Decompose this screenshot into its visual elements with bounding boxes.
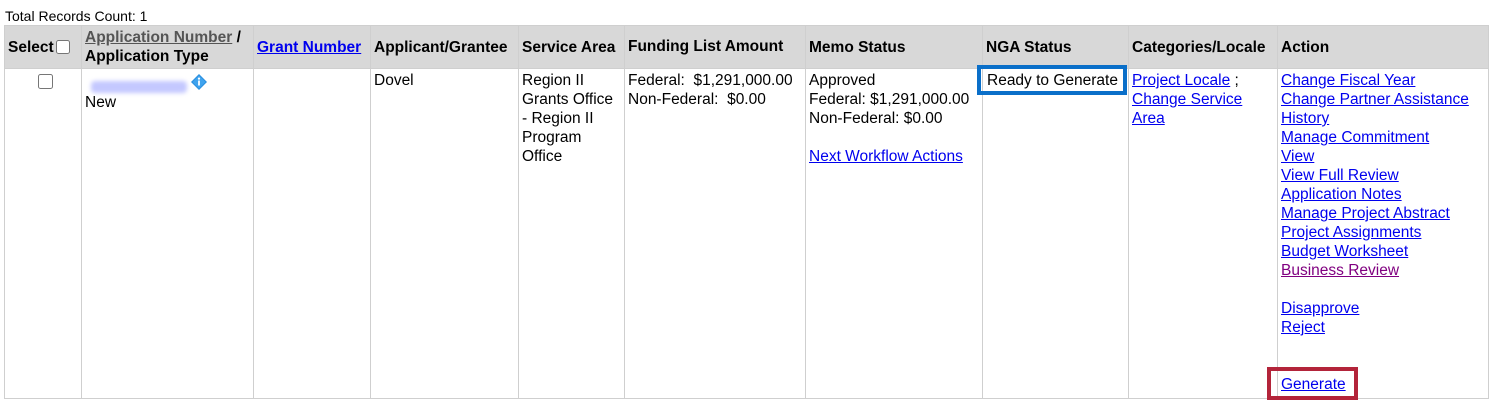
row-select-checkbox[interactable] <box>38 74 53 89</box>
col-application-number <box>82 26 254 69</box>
col-select <box>5 26 82 69</box>
project-locale-link[interactable]: Project Locale <box>1132 72 1231 89</box>
cell-funding <box>625 69 806 399</box>
categories-sep: ; <box>1230 72 1239 89</box>
cell-actions <box>1278 69 1489 399</box>
cell-select <box>5 69 82 399</box>
disapprove-link[interactable]: Disapprove <box>1281 300 1360 317</box>
cell-applicant <box>371 69 519 399</box>
project-assignments-link[interactable]: Project Assignments <box>1281 224 1422 241</box>
generate-link[interactable]: Generate <box>1281 376 1346 393</box>
sort-grant-number-link[interactable]: Grant Number <box>257 38 362 56</box>
funding-federal: Federal: $1,291,000.00 <box>628 72 793 89</box>
col-nga-status: NGA Status <box>983 26 1129 69</box>
application-notes-link[interactable]: Application Notes <box>1281 186 1402 203</box>
view-full-review-link[interactable]: View Full Review <box>1281 167 1399 184</box>
col-funding-list-amount: Funding List Amount <box>625 26 806 69</box>
memo-status: Approved <box>809 72 876 89</box>
service-area-text: Region II Grants Office - Region II Program Office <box>522 72 614 165</box>
change-partner-assistance-link[interactable]: Change Partner Assistance <box>1281 91 1469 108</box>
info-icon[interactable] <box>191 74 207 90</box>
col-applicant: Applicant/Grantee <box>371 26 519 69</box>
applications-table <box>4 25 1489 399</box>
view-link[interactable]: View <box>1281 148 1315 165</box>
cell-grant-number <box>254 69 371 399</box>
col-application-type-label: Application Type <box>85 48 209 65</box>
application-number-link[interactable] <box>85 75 187 92</box>
redacted-application-number <box>91 81 187 93</box>
cell-service-area <box>519 69 625 399</box>
applicant-name: Dovel <box>374 72 414 89</box>
col-app-sep: / <box>232 29 241 46</box>
sort-application-number-link[interactable]: Application Number <box>85 29 233 46</box>
change-fiscal-year-link[interactable]: Change Fiscal Year <box>1281 72 1416 89</box>
application-type: New <box>85 94 117 111</box>
col-select-label: Select <box>8 38 54 56</box>
memo-non-federal: Non-Federal: $0.00 <box>809 110 943 127</box>
memo-federal: Federal: $1,291,000.00 <box>809 91 970 108</box>
nga-status-value: Ready to Generate <box>987 72 1118 89</box>
cell-categories <box>1129 69 1278 399</box>
history-link[interactable]: History <box>1281 110 1330 127</box>
total-records-count: Total Records Count: 1 <box>5 8 148 24</box>
cell-application <box>82 69 254 399</box>
col-action: Action <box>1278 26 1489 69</box>
change-service-area-link[interactable]: Change Service Area <box>1132 91 1243 127</box>
funding-non-federal: Non-Federal: $0.00 <box>628 91 766 108</box>
table-row <box>5 69 1489 399</box>
manage-commitment-link[interactable]: Manage Commitment <box>1281 129 1430 146</box>
cell-nga-status <box>983 69 1129 399</box>
manage-project-abstract-link[interactable]: Manage Project Abstract <box>1281 205 1450 222</box>
table-header-row <box>5 26 1489 69</box>
cell-memo-status <box>806 69 983 399</box>
col-categories-locale: Categories/Locale <box>1129 26 1278 69</box>
next-workflow-actions-link[interactable]: Next Workflow Actions <box>809 148 963 165</box>
col-memo-status: Memo Status <box>806 26 983 69</box>
budget-worksheet-link[interactable]: Budget Worksheet <box>1281 243 1409 260</box>
business-review-link[interactable]: Business Review <box>1281 262 1400 279</box>
col-service-area: Service Area <box>519 26 625 69</box>
reject-link[interactable]: Reject <box>1281 319 1325 336</box>
col-grant-number <box>254 26 371 69</box>
select-all-checkbox[interactable] <box>56 40 70 54</box>
